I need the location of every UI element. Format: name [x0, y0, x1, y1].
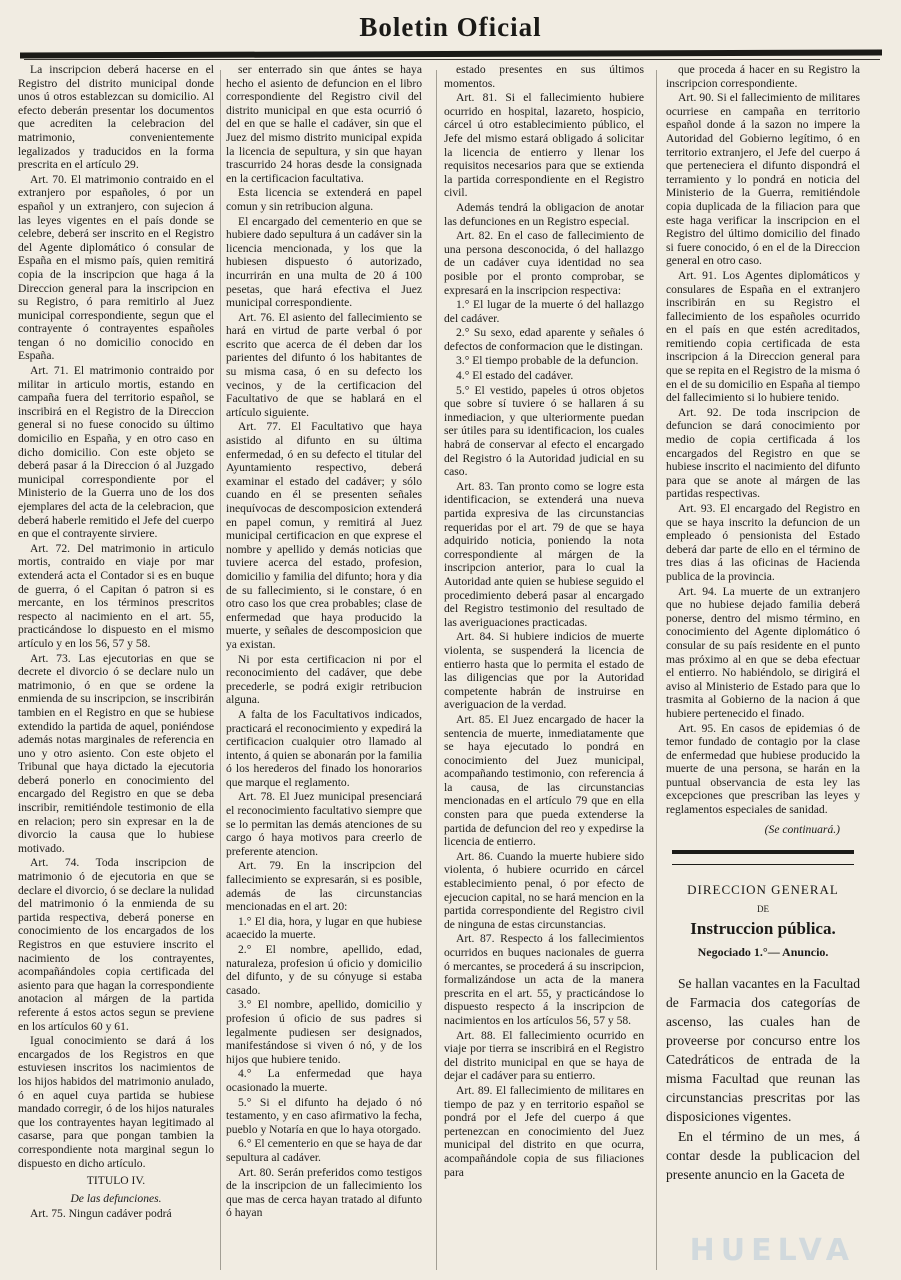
paragraph: Art. 71. El matrimonio contraido por militar in articulo mortis, estando en campaña fuera del territorio español, se inscribirá en el Registro de la Direccion general si no fuese conocido su último domicilio en España, y en otro caso en dicho domicilio. Con este objeto se deberá pasar á la Direccion ó al Juzgado municipal correspondiente por el Ministerio de la Guerra uno de los dos ejemplares del acta de la celebracion, que deberá haberle remitido el Jefe del cuerpo en que el contrayente sirviere.	[18, 364, 214, 541]
paragraph: El encargado del cementerio en que se hubiere dado sepultura á un cadáver sin la licencia mencionada, y los que la hubiesen dispuesto ó autorizado, incurrirán en una multa de 20 á 100 pesetas, que hará efectiva el Juez municipal correspondiente.	[226, 214, 422, 310]
paragraph: Art. 77. El Facultativo que haya asistido al difunto en su última enfermedad, ó en su defecto el titular del Ayuntamiento respectivo, deberá examinar el estado del cadáver; y sólo cuando en él se presenten señales inequívocas de descomposicion extenderá en papel comun, y remitirá al Juez municipal certificacion en que exprese el nombre y apellido y demás noticias que tuviere acerca del estado, profesion, domicilio y familia del difunto; hora y dia de su fallecimiento, si le constare, ó en otro caso los que crea probables; clase de enfermedad que haya producido la muerte, y señales de descomposicion que ya existan.	[226, 420, 422, 651]
paragraph: 4.° El estado del cadáver.	[456, 369, 574, 383]
department-connector: DE	[757, 903, 769, 914]
paragraph: 2.° El nombre, apellido, edad, naturaleza, profesion ú oficio y domicilio del difunto, y de su cónyuge si estaba casado.	[226, 943, 422, 997]
archive-watermark: HUELVA	[689, 1233, 855, 1268]
section-separator-thin	[672, 864, 854, 865]
paragraph: Art. 86. Cuando la muerte hubiere sido violenta, ó hubiere ocurrido en cárcel establecimiento penal, ó por efecto de ejecucion capital, no se hará mencion en la partida correspondiente del Registro civil de ninguna de estas circunstancias.	[444, 849, 644, 931]
masthead-rule	[20, 49, 882, 58]
paragraph: que proceda á hacer en su Registro la inscripcion correspondiente.	[666, 63, 860, 90]
paragraph: 1.° El lugar de la muerte ó del hallazgo del cadáver.	[444, 298, 644, 325]
section-title: TITULO IV.	[86, 1174, 146, 1188]
paragraph: Art. 73. Las ejecutorias en que se decrete el divorcio ó se declare nulo un matrimonio, ó en que se ordene la enmienda de su inscripcion, se inscribirán tambien en el Registro en que se hubiese extendido la partida de aquel, poniéndose además notas marginales de referencia en uno y otro asiento. Con este objeto el Tribunal que haya dictado la ejecutoria deberá ponerlo en conocimiento del encargado del Registro en que se deba inscribir, remitiéndole testimonio de ella en relacion; pero sin expresar en la de divorcio la causa que lo hubiese motivado.	[18, 651, 214, 855]
column-2	[226, 63, 422, 1273]
paragraph: Art. 81. Si el fallecimiento hubiere ocurrido en hospital, lazareto, hospicio, cárcel ú otro establecimiento público, el Jefe del mismo estará obligado á solicitar la licencia de entierro y llenar los requisitos necesarios para que se extienda la partida correspondiente en el Registro civil.	[444, 91, 644, 200]
paragraph: Art. 75. Ningun cadáver podrá	[30, 1207, 172, 1221]
column-1	[18, 63, 214, 1273]
paragraph: Art. 80. Serán preferidos como testigos de la inscripcion de un fallecimiento los que mas de cerca hayan tratado al difunto ó hayan	[226, 1165, 422, 1220]
paragraph: Art. 76. El asiento del fallecimiento se hará en virtud de parte verbal ó por escrito que acerca de él deben dar los parientes del difunto ó los habitantes de su misma casa, ó en su defecto los vecinos, y de la certificacion del Facultativo de que se hablará en el artículo siguiente.	[226, 310, 422, 419]
column-divider	[436, 70, 437, 1270]
paragraph: Art. 84. Si hubiere indicios de muerte violenta, se suspenderá la licencia de entierro hasta que lo permita el estado de las diligencias que por la Autoridad competente habrán de instruirse en averiguacion de la verdad.	[444, 630, 644, 712]
paragraph: Ni por esta certificacion ni por el reconocimiento del cadáver, que debe precederle, se podrá exigir retribucion alguna.	[226, 652, 422, 707]
continuation-note: (Se continuará.)	[764, 822, 840, 836]
paragraph: Art. 79. En la inscripcion del fallecimiento se expresarán, si es posible, además de las circunstancias mencionadas en el art. 20:	[226, 859, 422, 914]
paragraph: Además tendrá la obligacion de anotar las defunciones en un Registro especial.	[444, 200, 644, 228]
announcement-paragraph: Se hallan vacantes en la Facultad de Farmacia dos categorías de ascenso, las cuales han de proveerse por concurso entre los Catedráticos de entrada de la misma Facultad que reunan las circunstancias prescritas por las disposiciones vigentes.	[666, 975, 860, 1124]
paragraph: 4.° La enfermedad que haya ocasionado la muerte.	[226, 1067, 422, 1094]
paragraph: Igual conocimiento se dará á los encargados de los Registros en que estuviesen inscritos los nacimientos de los hijos habidos del matrimonio anulado, ó en aquel cuya partida se hubiese mandado corregir, ó de los hijos naturales que los contrayentes hayan legitimado al casarse, para que pongan tambien la correspondiente nota marginal segun lo dispuesto en dicho artículo.	[18, 1034, 214, 1170]
column-divider	[656, 70, 657, 1270]
column-divider	[220, 70, 221, 1270]
masthead-title: Boletin Oficial	[359, 12, 542, 42]
paragraph: Art. 91. Los Agentes diplomáticos y consulares de España en el extranjero inscribirán en su Registro el fallecimiento de los españoles ocurrido en el país en que estén acreditados, remitiendo copia certificada de esta inscripcion á la Direccion general para que se repita en el Registro de la misma ó en el de su domicilio en España al tiempo del fallecimiento si lo hubiere tenido.	[666, 268, 860, 405]
paragraph: Art. 92. De toda inscripcion de defuncion se dará conocimiento por medio de copia certificada á los encargados del Registro en que se hubiese inscrito el nacimiento del difunto para que se anote al márgen de las partidas respectivas.	[666, 405, 860, 501]
paragraph: Art. 89. El fallecimiento de militares en tiempo de paz y en territorio español se pondrá por el Jefe del cuerpo á que pertenezcan en conocimiento del Juez municipal del distrito en que ocurra, acompañándole copia de sus filiaciones para	[444, 1083, 644, 1179]
paragraph: Art. 85. El Juez encargado de hacer la sentencia de muerte, inmediatamente que se haya ejecutado lo pondrá en conocimiento del Juez municipal, acompañando testimonio, con referencia á la causa, de las circunstancias mencionadas en el artículo 79 que en ella consten para que pueda extenderse la partida de defuncion del reo y expedirse la licencia de entierro.	[444, 712, 644, 849]
paragraph: Esta licencia se extenderá en papel comun y sin retribucion alguna.	[226, 186, 422, 213]
department-name: Instruccion pública.	[690, 919, 836, 939]
paragraph: Art. 70. El matrimonio contraido en el extranjero por españoles, ó por un español y un extranjero, con sujecion á las leyes vigentes en el país donde se celebre, deberá ser inscrito en el Registro del Agente diplomático ó consular de España en el mismo país, quien remitirá copia de la inscripcion que haga á la Direccion general para la inscripcion en su Registro, ó para remitirlo al Juez municipal correspondiente, segun que el contrayente ó contrayentes españoles tengan ó no domicilio conocido en España.	[18, 172, 214, 363]
announcement-paragraph: En el término de un mes, á contar desde la publicacion del presente anuncio en la Gaceta de	[666, 1128, 860, 1182]
paragraph: Art. 90. Si el fallecimiento de militares ocurriese en campaña en territorio español donde á la sazon no impere la Autoridad del Gobierno legítimo, ó en territorio extranjero, el Jefe del cuerpo á que perteneciera el difunto dispondrá el terramiento y lo pondrá en noticia del Ministerio de la Guerra, remitiéndole copia duplicada de la filiacion para que este haga verificar la inscripcion en el Registro del último domicilio del finado si fuere conocido, ó en el de la Direccion general en otro caso.	[666, 91, 860, 268]
paragraph: Art. 74. Toda inscripcion de matrimonio ó de ejecutoria en que se declare el divorcio, ó se declare la nulidad del matrimonio ó la enmienda de su partida respectiva, deberá ponerse en conocimiento de los encargados de los Registros en que estuviere inscrito el nacimiento de los contrayentes, acompañándoles copia certificada del asiento para que hagan la correspondiente anotacion al márgen de la partida referente á estos actos segun se previene en los artículos 60 y 61.	[18, 856, 214, 1033]
paragraph: Art. 93. El encargado del Registro en que se haya inscrito la defuncion de un empleado ó pensionista del Estado deberá dar parte de ello en el término de tres dias á las oficinas de Hacienda publica de la provincia.	[666, 502, 860, 583]
section-separator	[672, 850, 854, 854]
paragraph: La inscripcion deberá hacerse en el Registro del distrito municipal donde unos ú otros establezcan su domicilio. Al efecto deberán presentar los documentos que acrediten la celebracion del matrimonio, convenientemente legalizados y traducidos en la forma prescrita en el artículo 29.	[18, 63, 214, 172]
paragraph: 2.° Su sexo, edad aparente y señales ó defectos de conformacion que le distingan.	[444, 326, 644, 353]
paragraph: Art. 82. En el caso de fallecimiento de una persona desconocida, ó del hallazgo de un cadáver cuya identidad no sea posible por el pronto comprobar, se expresará en la inscripcion respectiva:	[444, 229, 644, 297]
paragraph: 5.° Si el difunto ha dejado ó nó testamento, y en caso afirmativo la fecha, pueblo y Notaría en que lo haya otorgado.	[226, 1095, 422, 1136]
paragraph: Art. 95. En casos de epidemias ó de temor fundado de contagio por la clase de enfermedad que hubiese producido la muerte de una persona, se harán en la puntual observancia de esta ley las excepciones que prescriban las leyes y reglamentos especiales de sanidad.	[666, 721, 860, 817]
paragraph: estado presentes en sus últimos momentos.	[444, 63, 644, 90]
paragraph: A falta de los Facultativos indicados, practicará el reconocimiento y expedirá la certificacion cualquier otro llamado al intento, á quien se abonarán por la familia ó los herederos del finado los honorarios que marque el reglamento.	[226, 707, 422, 789]
paragraph: 3.° El nombre, apellido, domicilio y profesion ú oficio de sus padres si legalmente pudiesen ser designados, manifestándose si viven ó nó, y de los hijos que hubiere tenido.	[226, 998, 422, 1066]
column-3	[444, 63, 644, 1273]
masthead-rule-thin	[24, 59, 880, 60]
paragraph: 1.° El dia, hora, y lugar en que hubiese acaecido la muerte.	[226, 914, 422, 942]
paragraph: Art. 78. El Juez municipal presenciará el reconocimiento facultativo siempre que se lo permitan las demás atenciones de su cargo ó haya motivos para creerlo de preferente atencion.	[226, 790, 422, 858]
paragraph: 5.° El vestido, papeles ú otros objetos que sobre sí tuviere ó se hallaren á su inmediacion, y que ulteriormente puedan ser útiles para su identificacion, los cuales habrá de conservar al efecto el encargado del Registro ó la Autoridad judicial en su caso.	[444, 383, 644, 479]
paragraph: Art. 87. Respecto á los fallecimientos ocurridos en buques nacionales de guerra ó mercantes, se procederá á su inscripcion, formalizándose un acta de la manera prescrita en el art. 55, y practicándose lo dispuesto respecto á la inscripcion de nacimientos en los artículos 56, 57 y 58.	[444, 932, 644, 1027]
paragraph: Art. 72. Del matrimonio in articulo mortis, contraido en viaje por mar extenderá acta el Contador si es en buque de guerra, ó el Capitan ó patron si es mercante, en los términos prescritos respecto al nacimiento en el art. 55, practicándose lo dispuesto en el mismo artículo y en los 56, 57 y 58.	[18, 541, 214, 650]
paragraph: 6.° El cementerio en que se haya de dar sepultura al cadáver.	[226, 1137, 422, 1164]
paragraph: Art. 94. La muerte de un extranjero que no hubiese dejado familia deberá ponerse, dentro del mismo término, en conocimiento del Agente diplomático ó consular de su país residente en el punto mas próximo al en que se deba efectuar el entierro. No habiéndolo, se dirigirá el aviso al Ministerio de Estado para que lo trasmita al Gobierno de la nacion á que hubiere pertenecido el finado.	[666, 584, 860, 720]
paragraph: ser enterrado sin que ántes se haya hecho el asiento de defuncion en el libro correspondiente del Registro civil del distrito municipal en que esta ocurrió ó del en que se halle el cadáver, sin que el Juez del mismo distrito municipal expida la licencia de sepultura, y sin que hayan trascurrido 24 horas desde la consignada en la certificacion facultativa.	[226, 63, 422, 185]
negociado-heading: Negociado 1.°— Anuncio.	[697, 945, 829, 960]
column-4	[666, 63, 860, 1273]
paragraph: 3.° El tiempo probable de la defuncion.	[456, 354, 639, 368]
department-heading: DIRECCION GENERAL	[687, 882, 839, 898]
paragraph: Art. 83. Tan pronto como se logre esta identificacion, se extenderá una nueva partida expresiva de las circunstancias requeridas por el art. 79 de que se haya adquirido noticia, poniendo la nota correspondiente al márgen de la inscripcion anterior, para lo cual la Autoridad ante quien se hubiese seguido el procedimiento deberá pasar al encargado del Registro testimonio del resultado de las averiguaciones practicadas.	[444, 479, 644, 629]
paragraph: Art. 88. El fallecimiento ocurrido en viaje por tierra se inscribirá en el Registro del distrito municipal en que se haya de dejar el cadáver para su entierro.	[444, 1028, 644, 1083]
section-subtitle: De las defunciones.	[70, 1191, 162, 1205]
